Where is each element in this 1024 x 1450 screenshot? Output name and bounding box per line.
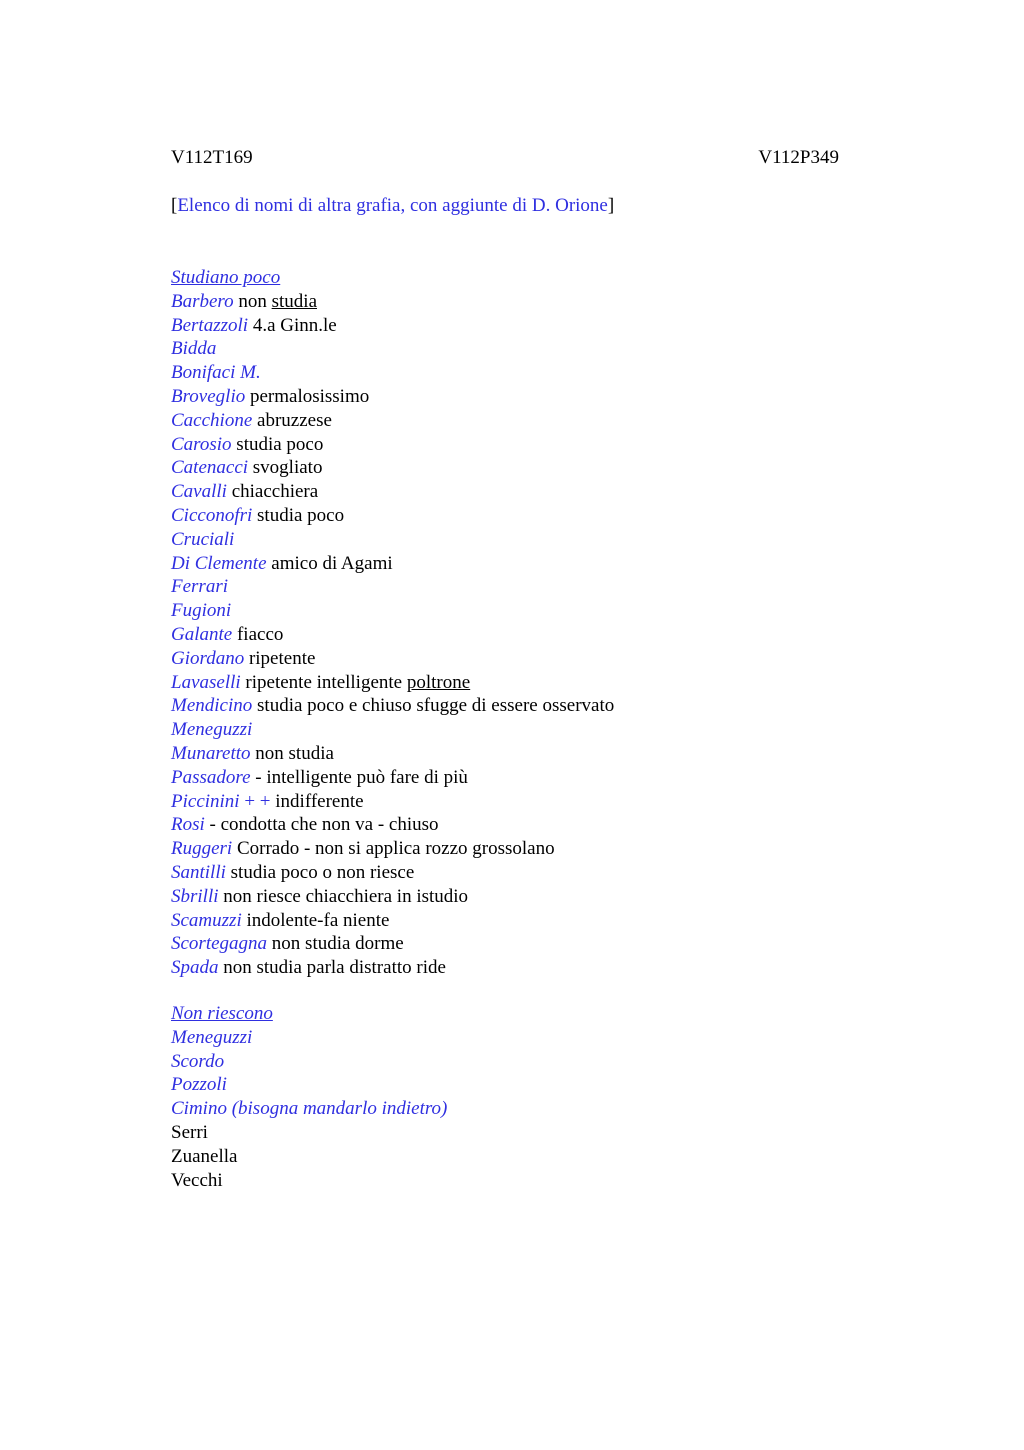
student-name: Bidda [171, 338, 217, 360]
student-note: studia poco [236, 433, 324, 455]
student-name: Scortegagna [171, 933, 268, 955]
student-note-underlined: studia [271, 290, 318, 312]
section-studiano-poco [171, 266, 851, 980]
student-name: Rosi [171, 814, 205, 836]
student-name: Scordo [171, 1050, 225, 1072]
list-item [171, 337, 851, 361]
list-item [171, 671, 851, 695]
plain-student-list [171, 1121, 851, 1192]
list-item [171, 1145, 851, 1169]
student-name-plain: Serri [171, 1121, 208, 1143]
student-note: Corrado - non si applica rozzo grossolano [236, 838, 555, 860]
list-item [171, 314, 851, 338]
section-non-riescono [171, 1002, 851, 1192]
list-item [171, 361, 851, 385]
student-name: Broveglio [171, 385, 246, 407]
list-item [171, 433, 851, 457]
list-item [171, 599, 851, 623]
student-note: permalosissimo [249, 385, 370, 407]
list-item [171, 766, 851, 790]
student-note: ripetente [248, 647, 316, 669]
student-name: Passadore [171, 766, 251, 788]
list-item [171, 1073, 851, 1097]
student-note: abruzzese [257, 409, 332, 431]
student-name: Pozzoli [171, 1074, 227, 1096]
student-name: Bonifaci M. [171, 362, 261, 384]
list-item [171, 647, 851, 671]
student-name: Sbrilli [171, 885, 219, 907]
student-name: Cacchione [171, 409, 253, 431]
student-marks: + + [244, 790, 271, 812]
student-note: studia poco e chiuso sfugge di essere osservato [257, 695, 615, 717]
student-name: Lavaselli [171, 671, 241, 693]
title-open-bracket: [ [171, 195, 178, 216]
student-list [171, 290, 851, 980]
student-note: chiacchiera [231, 481, 319, 503]
student-note: 4.a Ginn.le [252, 314, 337, 336]
list-item [171, 1121, 851, 1145]
student-name: Fugioni [171, 600, 232, 622]
list-item [171, 290, 851, 314]
student-name: Munaretto [171, 742, 251, 764]
list-item [171, 409, 851, 433]
list-item [171, 1050, 851, 1074]
document-title [171, 194, 614, 218]
student-name: Catenacci [171, 457, 249, 479]
student-name: Piccinini [171, 790, 240, 812]
list-item [171, 528, 851, 552]
student-note: studia poco o non riesce [230, 861, 415, 883]
student-note: non riesce chiacchiera in istudio [223, 885, 469, 907]
student-note: non [238, 290, 267, 312]
student-name: Cicconofri [171, 504, 253, 526]
student-note: - condotta che non va - chiuso [209, 814, 439, 836]
list-item [171, 885, 851, 909]
list-item [171, 1026, 851, 1050]
student-name: Barbero [171, 290, 234, 312]
section-heading-text: Studiano poco [171, 267, 281, 288]
student-note: - intelligente può fare di più [255, 766, 468, 788]
document-code-left: V112T169 [171, 147, 253, 168]
list-item [171, 718, 851, 742]
student-note: non studia dorme [271, 933, 404, 955]
student-name: Cruciali [171, 528, 235, 550]
list-item [171, 837, 851, 861]
student-note: non studia parla distratto ride [223, 957, 446, 979]
student-note: indolente-fa niente [246, 909, 390, 931]
list-item [171, 861, 851, 885]
list-item [171, 1097, 851, 1121]
student-note: non studia [255, 742, 334, 764]
section-heading-text: Non riescono [171, 1003, 273, 1024]
student-note: studia poco [257, 504, 345, 526]
list-item [171, 552, 851, 576]
list-item [171, 956, 851, 980]
title-close-bracket: ] [607, 195, 615, 216]
section-heading [171, 1002, 851, 1026]
student-list [171, 1026, 851, 1121]
student-name: Ferrari [171, 576, 228, 598]
list-item [171, 742, 851, 766]
student-name: Cavalli [171, 481, 227, 503]
student-name: Bertazzoli [171, 314, 249, 336]
list-item [171, 504, 851, 528]
list-item [171, 480, 851, 504]
student-note: ripetente intelligente [245, 671, 403, 693]
list-item [171, 456, 851, 480]
student-name: Ruggeri [171, 838, 233, 860]
page-header [171, 146, 839, 170]
list-item [171, 575, 851, 599]
document-code-right: V112P349 [758, 147, 839, 168]
student-name: Di Clemente [171, 552, 267, 574]
student-note-underlined: poltrone [406, 671, 471, 693]
student-name: Scamuzzi [171, 909, 242, 931]
list-item [171, 909, 851, 933]
student-note: amico di Agami [271, 552, 393, 574]
student-name: Galante [171, 623, 233, 645]
student-name: Santilli [171, 861, 226, 883]
student-name-plain: Vecchi [171, 1169, 223, 1191]
list-item [171, 813, 851, 837]
list-item [171, 932, 851, 956]
student-name: Carosio [171, 433, 232, 455]
list-item [171, 385, 851, 409]
student-name: Mendicino [171, 695, 253, 717]
section-heading [171, 266, 851, 290]
list-item [171, 1169, 851, 1193]
student-note: indifferente [275, 790, 364, 812]
student-name: Meneguzzi [171, 719, 253, 741]
student-note: svogliato [252, 457, 323, 479]
student-name: Meneguzzi [171, 1026, 253, 1048]
student-name-plain: Zuanella [171, 1145, 238, 1167]
list-item [171, 623, 851, 647]
student-name: Cimino (bisogna mandarlo indietro) [171, 1098, 448, 1120]
list-item [171, 694, 851, 718]
student-name: Giordano [171, 647, 245, 669]
student-note: fiacco [236, 623, 284, 645]
student-name: Spada [171, 957, 219, 979]
title-text: Elenco di nomi di altra grafia, con aggiunte di D. Orione [177, 195, 608, 216]
list-item [171, 790, 851, 814]
